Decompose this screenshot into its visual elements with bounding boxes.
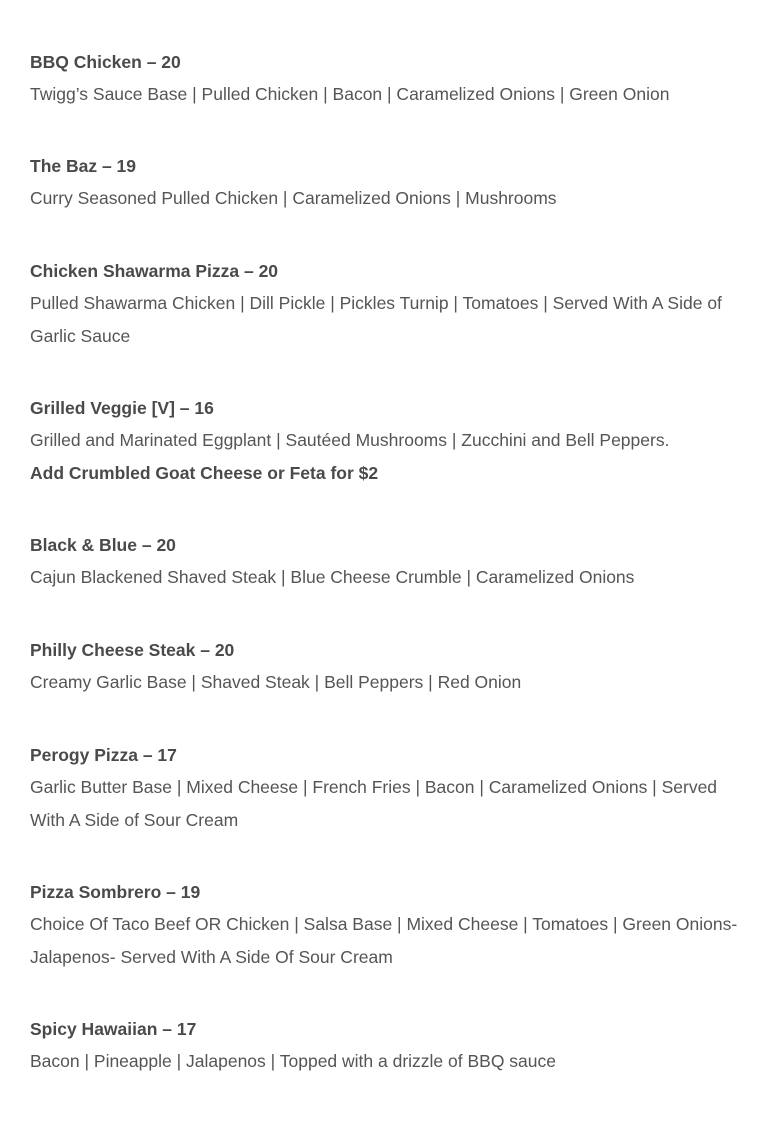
menu-item-the-baz bbox=[30, 150, 745, 215]
item-description: Pulled Shawarma Chicken | Dill Pickle | Pickles Turnip | Tomatoes | Served With A Side of Garlic Sauce bbox=[30, 293, 722, 346]
item-description: Cajun Blackened Shaved Steak | Blue Cheese Crumble | Caramelized Onions bbox=[30, 567, 635, 587]
menu-item-grilled-veggie bbox=[30, 392, 745, 489]
menu-item-bbq-chicken bbox=[30, 46, 745, 111]
item-description: Grilled and Marinated Eggplant | Sautéed Mushrooms | Zucchini and Bell Peppers. bbox=[30, 430, 670, 450]
menu-item-philly-cheese-steak bbox=[30, 634, 745, 699]
item-description: Choice Of Taco Beef OR Chicken | Salsa Base | Mixed Cheese | Tomatoes | Green Onions- Jalapenos- Served With A Side Of Sour Cream bbox=[30, 914, 738, 967]
item-description: Curry Seasoned Pulled Chicken | Caramelized Onions | Mushrooms bbox=[30, 188, 557, 208]
item-title: Black & Blue – 20 bbox=[30, 535, 176, 555]
item-title: Grilled Veggie [V] – 16 bbox=[30, 398, 214, 418]
item-description: Garlic Butter Base | Mixed Cheese | French Fries | Bacon | Caramelized Onions | Served With A Side of Sour Cream bbox=[30, 777, 718, 830]
menu-item-black-blue bbox=[30, 529, 745, 594]
item-title: The Baz – 19 bbox=[30, 156, 137, 176]
menu-item-chicken-shawarma bbox=[30, 255, 745, 353]
item-title: Chicken Shawarma Pizza – 20 bbox=[30, 261, 279, 281]
menu-item-pizza-sombrero bbox=[30, 876, 745, 974]
item-title: BBQ Chicken – 20 bbox=[30, 52, 181, 72]
item-title: Pizza Sombrero – 19 bbox=[30, 882, 201, 902]
item-title: Philly Cheese Steak – 20 bbox=[30, 640, 235, 660]
item-title: Perogy Pizza – 17 bbox=[30, 745, 177, 765]
item-description: Creamy Garlic Base | Shaved Steak | Bell Peppers | Red Onion bbox=[30, 672, 522, 692]
item-title: Spicy Hawaiian – 17 bbox=[30, 1019, 197, 1039]
item-description: Bacon | Pineapple | Jalapenos | Topped with a drizzle of BBQ sauce bbox=[30, 1051, 556, 1071]
menu-item-spicy-hawaiian bbox=[30, 1013, 745, 1078]
item-addon-note: Add Crumbled Goat Cheese or Feta for $2 bbox=[30, 463, 379, 483]
item-description: Twigg’s Sauce Base | Pulled Chicken | Bacon | Caramelized Onions | Green Onion bbox=[30, 84, 670, 104]
menu-item-perogy-pizza bbox=[30, 739, 745, 837]
